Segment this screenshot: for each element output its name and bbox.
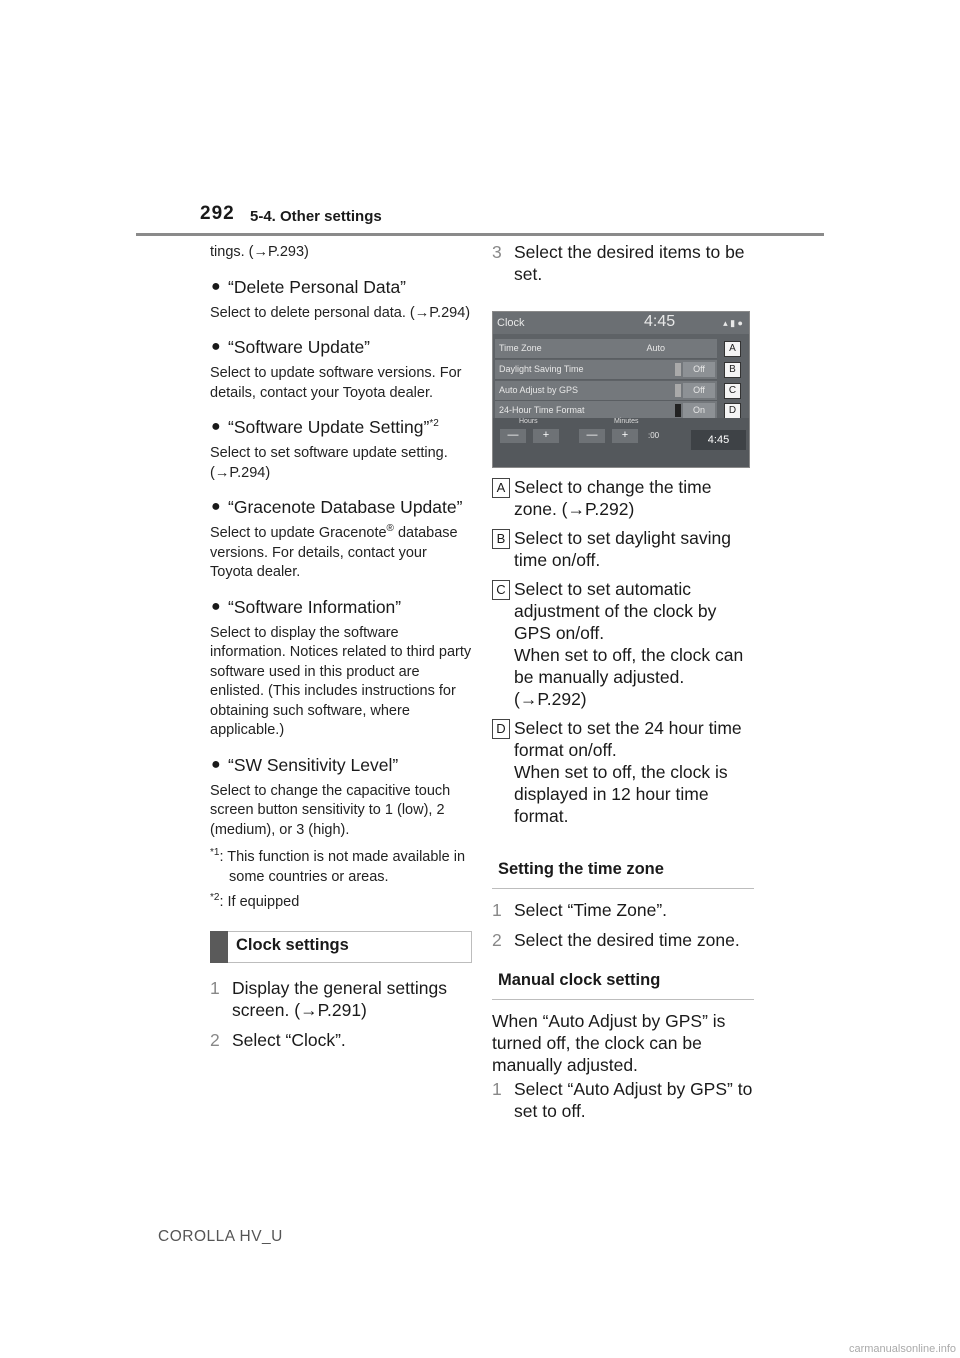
hours-minus-button[interactable]: —: [500, 429, 526, 443]
step-3: 3 Select the desired items to be set.: [492, 242, 745, 284]
section-title: 5-4. Other settings: [250, 208, 382, 225]
tz-step-1: 1 Select “Time Zone”.: [492, 900, 668, 920]
footnote-1: $^{*1}$: This function is not made available in some countries or areas.: [210, 847, 466, 885]
watermark: carmanualsonline.info: [848, 1343, 956, 1355]
minutes-minus-button[interactable]: —: [579, 429, 605, 443]
screen-title: Clock: [497, 317, 525, 329]
footnote-2: $^{*2}$: If equipped: [210, 892, 300, 910]
clock-screen-image: [492, 311, 750, 468]
row-time-zone: Time Zone Auto: [495, 339, 717, 359]
item-gracenote-update: ● “Gracenote Database Update”: [211, 497, 463, 517]
intro-text: tings. (→P.293): [210, 244, 309, 260]
minutes-label: Minutes: [614, 418, 639, 425]
item-desc: Select to delete personal data. (→P.294): [210, 304, 471, 321]
label-a: A: [492, 478, 510, 498]
bullet-icon: ●: [211, 338, 221, 355]
item-desc: Select to change the capacitive touch screen button sensitivity to 1 (low), 2 (medium), or 3 (high).: [210, 782, 451, 838]
bullet-icon: ●: [211, 755, 221, 773]
footnote-mark: *2: [429, 418, 439, 430]
desc-a: A Select to change the time zone. (→P.292): [492, 476, 754, 520]
item-software-update-setting: ● “Software Update Setting”$^{*2}$: [211, 417, 439, 437]
item-software-information: ● “Software Information”: [211, 596, 402, 617]
tag-b: B: [724, 362, 741, 378]
bullet-icon: ●: [211, 498, 221, 515]
heading-bar: [210, 931, 228, 963]
bullet-icon: ●: [211, 277, 221, 295]
item-desc: Select to set software update setting. (→P.294): [210, 445, 448, 481]
label-d: D: [492, 719, 510, 739]
desc-c: C Select to set automatic adjustment of the clock by GPS on/off. When set to off, the clock can be manually adjusted. (→P.292): [492, 578, 754, 710]
desc-d: D Select to set the 24 hour time format on/off. When set to off, the clock is displayed in 12 hour time format.: [492, 717, 754, 827]
item-desc: Select to update software versions. For details, contact your Toyota dealer.: [210, 365, 462, 401]
hours-plus-button[interactable]: +: [533, 429, 559, 443]
manual-step-1: 1 Select “Auto Adjust by GPS” to set to off.: [492, 1079, 753, 1121]
time-display: 4:45: [691, 430, 746, 450]
manual-clock-heading: Manual clock setting: [492, 967, 754, 1000]
manual-text: When “Auto Adjust by GPS” is turned off, the clock can be manually adjusted.: [492, 1011, 726, 1075]
label-b: B: [492, 529, 510, 549]
step-1: 1 Display the general settings screen. (→P.291): [210, 977, 447, 1020]
bullet-icon: ●: [211, 597, 221, 615]
item-software-update: ● “Software Update”: [211, 337, 371, 357]
minutes-plus-button[interactable]: +: [612, 429, 638, 443]
tag-c: C: [724, 383, 741, 399]
clock-settings-heading: Clock settings: [210, 931, 472, 963]
row-auto-adjust-gps: Auto Adjust by GPS Off: [495, 381, 717, 401]
page-number: 292: [200, 203, 235, 224]
label-c: C: [492, 580, 510, 600]
zero-button[interactable]: :00: [648, 431, 660, 440]
step-2: 2 Select “Clock”.: [210, 1029, 346, 1050]
desc-b: B Select to set daylight saving time on/off.: [492, 527, 754, 571]
time-zone-heading: Setting the time zone: [492, 856, 754, 889]
screen-header: [493, 312, 749, 334]
item-desc: Select to update Gracenote® database versions. For details, contact your Toyota dealer.: [210, 523, 458, 580]
tag-a: A: [724, 341, 741, 357]
tag-d: D: [724, 403, 741, 419]
bullet-icon: ●: [211, 418, 221, 435]
header-rule: [136, 233, 824, 236]
tz-step-2: 2 Select the desired time zone.: [492, 930, 740, 950]
right-column: [492, 241, 754, 1130]
left-column: [210, 243, 472, 1059]
item-sw-sensitivity: ● “SW Sensitivity Level”: [211, 754, 399, 775]
item-desc: Select to display the software information. Notices related to third party software used in this product are enlisted. (This includes instructions for obtaining such software, where applicable.): [210, 624, 472, 738]
footer-model: COROLLA HV_U: [158, 1228, 283, 1245]
row-24-hour-format: 24-Hour Time Format On: [495, 401, 717, 421]
status-icons: ▴ ▮ ●: [723, 318, 743, 328]
row-daylight-saving: Daylight Saving Time Off: [495, 360, 717, 380]
item-delete-personal-data: ● “Delete Personal Data”: [211, 276, 406, 297]
hours-label: Hours: [519, 418, 538, 425]
screen-time: 4:45: [644, 313, 676, 330]
